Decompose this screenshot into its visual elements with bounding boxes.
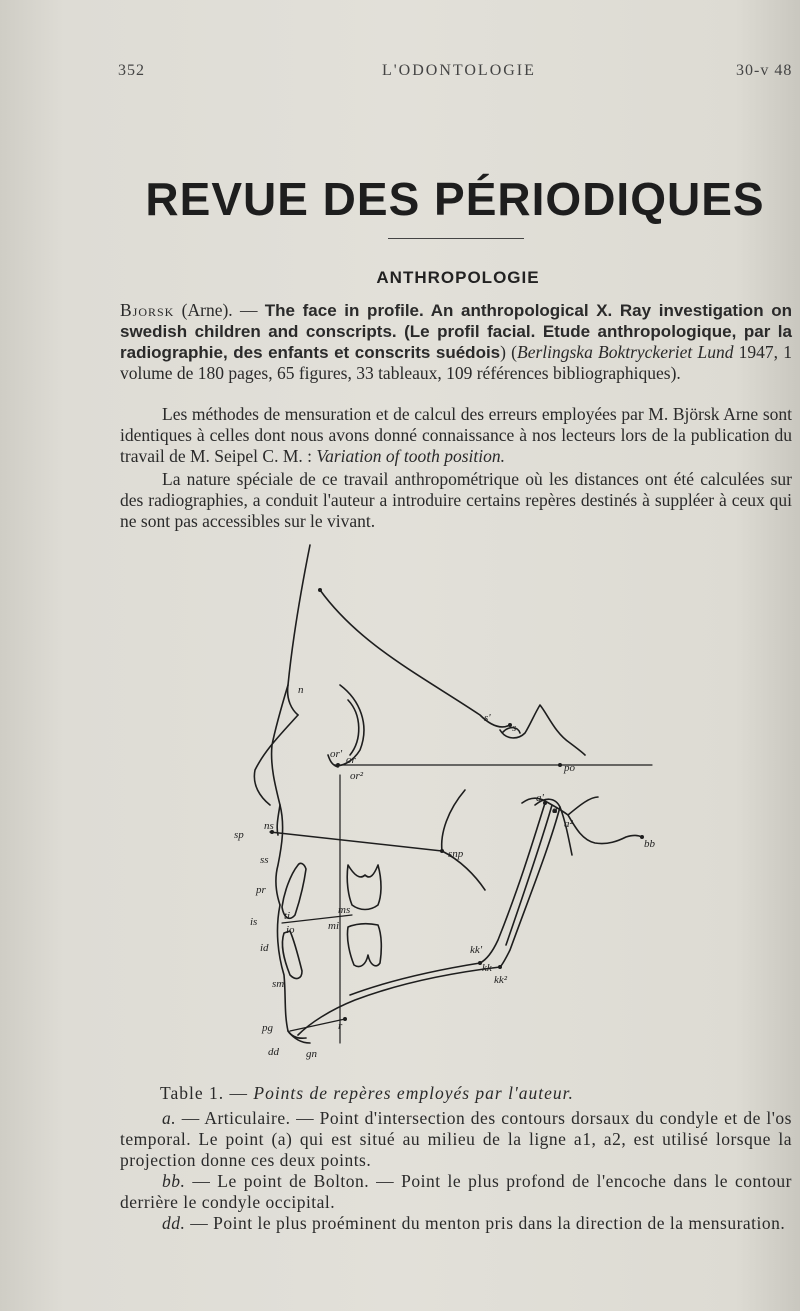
title-divider bbox=[388, 238, 524, 239]
label-s: s bbox=[512, 722, 517, 734]
legend-key: dd. bbox=[162, 1213, 186, 1233]
label-a2: a² bbox=[564, 818, 573, 830]
orbit-inner bbox=[348, 700, 359, 755]
page-number: 352 bbox=[118, 62, 145, 79]
label-io: io bbox=[286, 924, 295, 936]
label-pg: pg bbox=[262, 1022, 273, 1034]
legend-key: a. bbox=[162, 1108, 177, 1128]
label-kk: kk bbox=[482, 962, 492, 974]
label-gn: gn bbox=[306, 1048, 317, 1060]
mandible-lower-border bbox=[298, 967, 500, 1035]
legend-item bbox=[120, 1213, 792, 1234]
caption-title: Points de repères employés par l'auteur. bbox=[253, 1083, 574, 1103]
label-is: is bbox=[250, 916, 258, 928]
ramus-inner bbox=[506, 805, 552, 945]
pterygoid-contour bbox=[442, 790, 465, 851]
figure-caption bbox=[160, 1083, 574, 1104]
paragraph-methods-text: Les méthodes de mensuration et de calcul des erreurs employées par M. Björsk Arne sont identiques à celles dont nous avons donné connaissance à nos lecteurs lors de la publication du travail de M. Seipel C. M. : bbox=[120, 404, 792, 466]
palatal-line bbox=[270, 832, 442, 851]
molar-lower bbox=[347, 924, 381, 967]
label-kk1: kk' bbox=[470, 944, 483, 956]
issue-date: 30-v 48 bbox=[736, 62, 793, 79]
label-snp: snp bbox=[448, 848, 464, 860]
legend-key: bb. bbox=[162, 1171, 186, 1191]
label-kk2: kk² bbox=[494, 974, 508, 986]
page-title: REVUE DES PÉRIODIQUES bbox=[145, 173, 765, 225]
label-ss: ss bbox=[260, 854, 269, 866]
article-title: The face in profile. An anthropological X. Ray investigation on swedish children and conscripts. (Le profil facial. Etude anthropologique, par la radiographie, des enfants et conscrits suédois bbox=[120, 301, 792, 362]
publication-details: 1947, 1 volume de 180 pages, 65 figures, 33 tableaux, 109 références bibliographiques). bbox=[120, 342, 792, 383]
legend-item bbox=[120, 1171, 792, 1213]
label-sm: sm bbox=[272, 978, 285, 990]
gnathion-curve bbox=[288, 1031, 310, 1043]
legend-list bbox=[120, 1108, 792, 1234]
caption-prefix: Table 1. — bbox=[160, 1083, 254, 1103]
label-n: n bbox=[298, 684, 304, 696]
label-ti: ti bbox=[284, 910, 291, 922]
publisher: Berlingska Boktryckeriet Lund bbox=[517, 342, 734, 362]
upper-face-profile bbox=[272, 685, 288, 835]
label-sp: sp bbox=[234, 829, 244, 841]
bibliography-entry bbox=[120, 300, 792, 384]
legend-text: — Le point de Bolton. — Point le plus profond de l'encoche dans le contour derrière le condyle occipital. bbox=[120, 1171, 792, 1212]
symphysis-line bbox=[290, 1019, 345, 1031]
molar-upper bbox=[347, 865, 381, 910]
label-a: a bbox=[552, 804, 558, 816]
author-name: Bjorsk bbox=[120, 300, 175, 320]
legend-text: — Point le plus proéminent du menton pris dans la direction de la mensuration. bbox=[185, 1213, 786, 1233]
label-ms: ms bbox=[338, 904, 351, 916]
legend-text: — Articulaire. — Point d'intersection des contours dorsaux du condyle et de l'os temporal. Le point (a) qui est situé au milieu de la ligne a1, a2, est utilisé lorsque la projection donne ces deux points. bbox=[120, 1108, 792, 1170]
legend-item bbox=[120, 1108, 792, 1171]
posterior-skull bbox=[568, 797, 598, 815]
ramus-posterior bbox=[500, 807, 560, 967]
label-r: r bbox=[338, 1020, 343, 1032]
paragraph-methods bbox=[120, 404, 792, 467]
label-a1: a' bbox=[536, 792, 544, 804]
label-or1: or' bbox=[330, 748, 343, 760]
cephalometric-figure bbox=[180, 535, 700, 1075]
label-id: id bbox=[260, 942, 269, 954]
incisor-lower bbox=[282, 931, 302, 978]
label-bb: bb bbox=[644, 838, 655, 850]
paren-close: ) ( bbox=[500, 342, 517, 362]
journal-name: L'ODONTOLOGIE bbox=[382, 62, 536, 79]
occlusal-line bbox=[282, 915, 352, 923]
label-dd: dd bbox=[268, 1046, 279, 1058]
label-ns: ns bbox=[264, 820, 274, 832]
label-po: po bbox=[564, 762, 575, 774]
mid-profile bbox=[276, 805, 283, 905]
label-or2: or² bbox=[350, 770, 364, 782]
section-heading: ANTHROPOLOGIE bbox=[376, 268, 540, 287]
author-rest: (Arne). — bbox=[174, 300, 265, 320]
mandible-lower-inner bbox=[350, 963, 480, 995]
cranial-base-contour bbox=[320, 590, 510, 727]
label-pr: pr bbox=[256, 884, 266, 896]
label-or: or bbox=[346, 754, 356, 766]
label-s1: s' bbox=[484, 712, 491, 724]
landmark-points bbox=[270, 588, 644, 1021]
paragraph-nature: La nature spéciale de ce travail anthropométrique où les distances ont été calculées sur des radiographies, a conduit l'auteur a introduire certains repères destinés à suppléer à ceux qui ne sont pas accessibles sur le vivant. bbox=[120, 469, 792, 531]
label-mi: mi bbox=[328, 920, 339, 932]
cited-work: Variation of tooth position. bbox=[316, 446, 506, 466]
profile-diagram bbox=[180, 535, 700, 1075]
